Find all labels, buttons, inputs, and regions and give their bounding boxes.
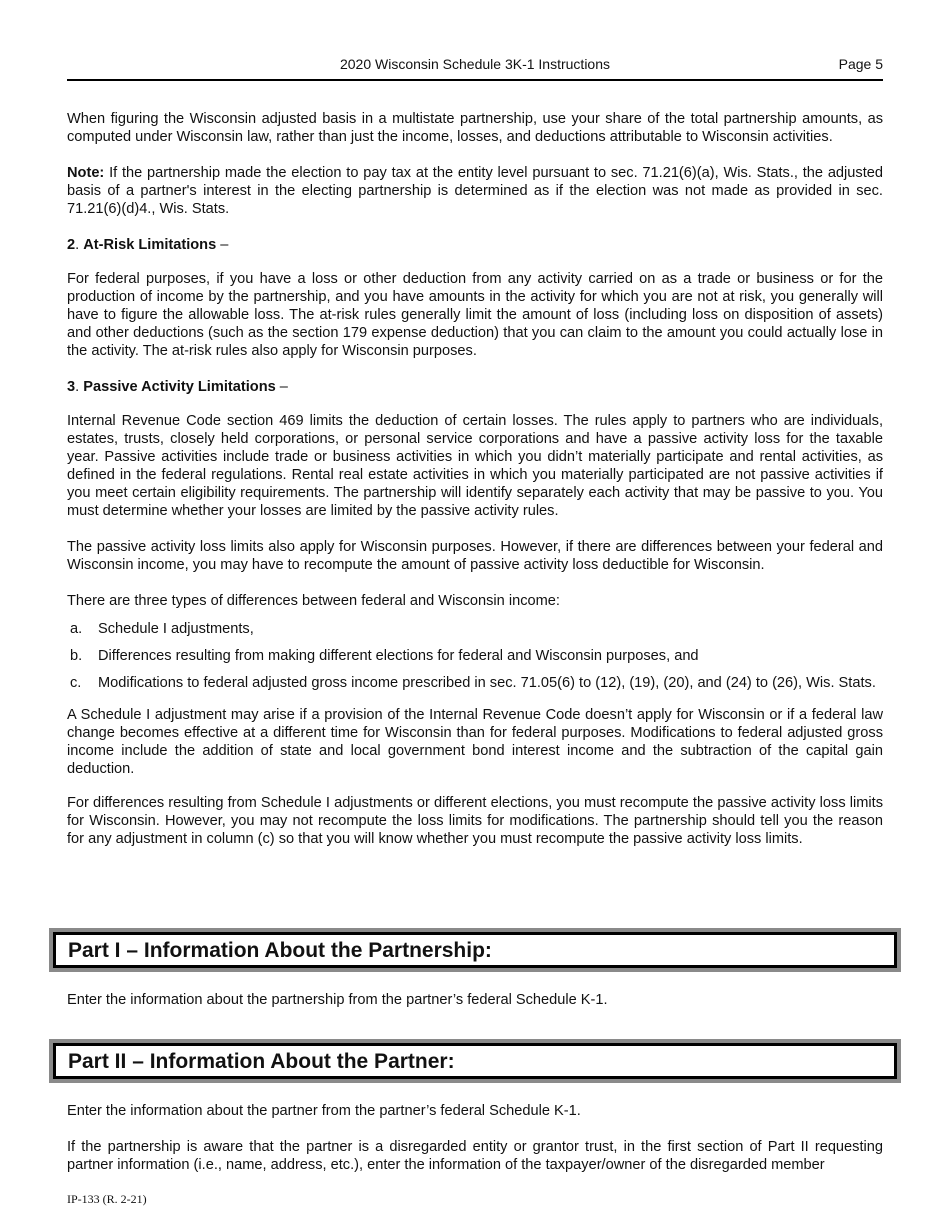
paragraph-multistate-basis: When figuring the Wisconsin adjusted basis in a multistate partnership, use your share of the total partnership amounts, as computed under Wisconsin law, rather than just the income, losses, and deductions attributable to Wisconsin activities.: [67, 111, 883, 145]
heading-dash: –: [279, 379, 288, 395]
part-i-text: Enter the information about the partnership from the partner’s federal Schedule K-1.: [67, 992, 608, 1008]
heading-number: 3: [67, 379, 76, 395]
part-ii-text-2: If the partnership is aware that the partner is a disregarded entity or grantor trust, in the first section of Part II requesting partner information (i.e., name, address, etc.), enter the information of the taxpayer/owner of the disregarded member: [67, 1139, 883, 1173]
heading-number: 2: [67, 237, 76, 253]
list-item: [67, 674, 883, 692]
part-i-content: [67, 991, 883, 1027]
paragraph-three-types: There are three types of differences between federal and Wisconsin income:: [67, 593, 560, 609]
form-identifier: IP-133 (R. 2-21): [67, 1192, 147, 1206]
heading-dash: –: [220, 237, 229, 253]
main-content: [67, 110, 883, 866]
list-item: [67, 647, 883, 665]
part-ii-text-1: Enter the information about the partner from the partner’s federal Schedule K-1.: [67, 1103, 581, 1119]
list-letter: c.: [70, 675, 82, 691]
list-letter: b.: [70, 648, 83, 664]
paragraph-section-469: Internal Revenue Code section 469 limits the deduction of certain losses. The rules apply to partners who are individuals, estates, trusts, closely held corporations, or personal service corporations and have a passive activity loss for the taxable year. Passive activities include trade or business activities in which you didn’t materially participate and rental activities, as defined in the federal regulations. Rental real estate activities in which you materially participated are not passive activities if you meet certain eligibility requirements. The partnership will identify separately each activity that may be passive to you. You must determine whether your losses are limited by the passive activity rules.: [67, 413, 883, 519]
heading-title: Passive Activity Limitations: [83, 379, 276, 395]
paragraph-recompute: For differences resulting from Schedule I adjustments or different elections, you must recompute the passive activity loss limits for Wisconsin. However, you may not recompute the loss limits for modifications. The partnership should tell you the reason for any adjustment in column (c) so that you will know whether you must recompute the passive activity loss limits.: [67, 795, 883, 847]
list-text: Schedule I adjustments,: [98, 621, 254, 637]
differences-list: [67, 620, 883, 692]
list-text: Modifications to federal adjusted gross income prescribed in sec. 71.05(6) to (12), (19), (20), and (24) to (26), Wis. Stats.: [98, 675, 876, 691]
part-i-title: Part I – Information About the Partnership:: [53, 932, 897, 968]
list-item: [67, 620, 883, 638]
part-ii-banner: [49, 1039, 901, 1083]
paragraph-passive-wisconsin: The passive activity loss limits also apply for Wisconsin purposes. However, if there are differences between your federal and Wisconsin income, you may have to recompute the amount of passive activity loss deductible for Wisconsin.: [67, 539, 883, 573]
note-text: If the partnership made the election to pay tax at the entity level pursuant to sec. 71.21(6)(a), Wis. Stats., the adjusted basis of a partner's interest in the electing partnership is determined as if the election was not made as provided in sec. 71.21(6)(d)4., Wis. Stats.: [67, 165, 883, 217]
page-number: Page 5: [838, 56, 883, 72]
note-paragraph: [67, 164, 883, 218]
paragraph-at-risk: For federal purposes, if you have a loss or other deduction from any activity carried on as a trade or business or for the production of income by the partnership, and you have amounts in the activity for which you are not at risk, you generally will have to figure the allowable loss. The at-risk rules generally limit the amount of loss (including loss on disposition of assets) and other deductions (such as the section 179 expense deduction) that you can claim to the amount you could actually lose in the activity. The at-risk rules also apply for Wisconsin purposes.: [67, 271, 883, 359]
paragraph-schedule-i: A Schedule I adjustment may arise if a provision of the Internal Revenue Code doesn’t apply for Wisconsin or if a federal law change becomes effective at a different time for Wisconsin than for federal purposes. Modifications to federal adjusted gross income include the addition of state and local government bond interest income and the subtraction of the capital gain deduction.: [67, 707, 883, 777]
section-heading-at-risk: 2. At-Risk Limitations –: [67, 237, 229, 253]
part-ii-content: [67, 1102, 883, 1192]
list-text: Differences resulting from making different elections for federal and Wisconsin purposes, and: [98, 648, 699, 664]
part-ii-title: Part II – Information About the Partner:: [53, 1043, 897, 1079]
header-title: 2020 Wisconsin Schedule 3K-1 Instructions: [339, 56, 611, 72]
note-label: Note:: [67, 165, 105, 181]
heading-title: At-Risk Limitations: [83, 237, 217, 253]
part-i-banner: [49, 928, 901, 972]
page-header: [67, 55, 883, 81]
list-letter: a.: [70, 621, 83, 637]
section-heading-passive: 3. Passive Activity Limitations –: [67, 379, 288, 395]
